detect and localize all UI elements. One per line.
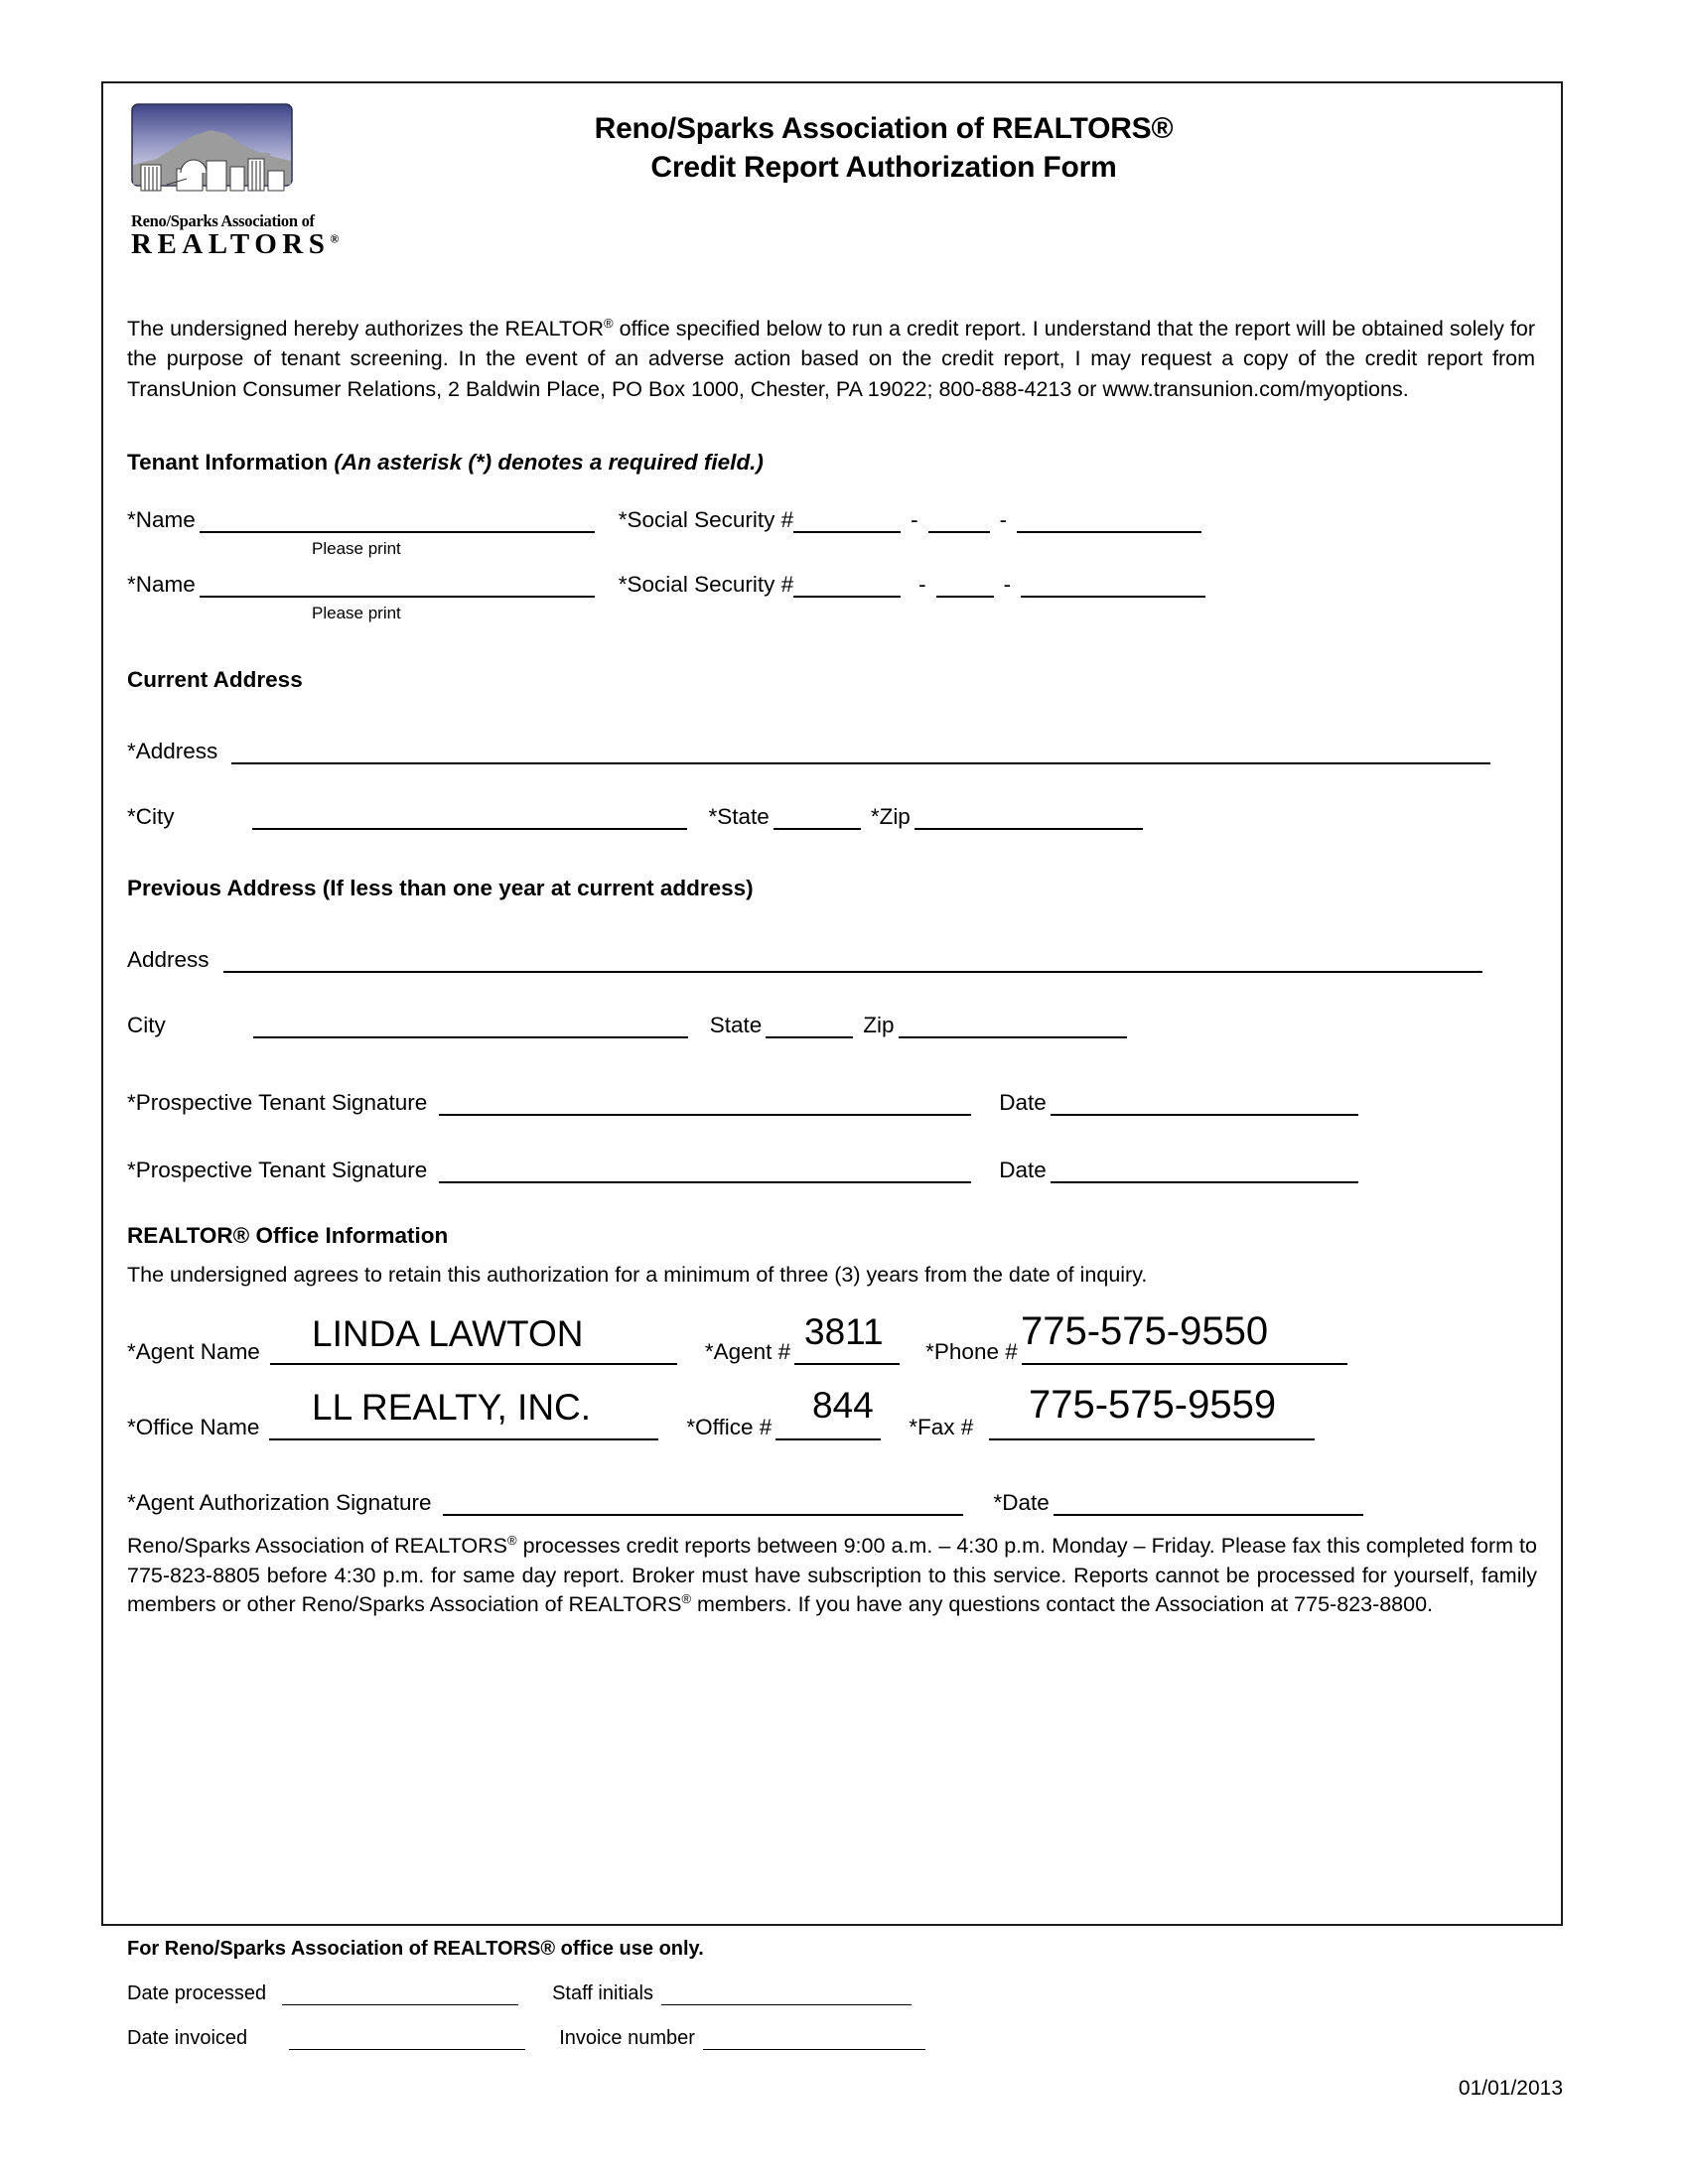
previous-address-row [127,945,1537,973]
please-print-note-1: Please print [312,539,401,559]
date-invoiced-label: Date invoiced [127,2027,248,2049]
association-logo [127,97,340,261]
logo-registered-mark: ® [330,231,340,246]
tenant-signature-input-1[interactable] [439,1088,971,1116]
staff-initials-input[interactable] [661,1982,912,2005]
ssn-part3-input-1[interactable] [1017,505,1201,533]
previous-zip-label: Zip [863,1012,895,1037]
date-invoiced-row [127,2027,1537,2050]
agent-number-label: *Agent # [704,1338,791,1364]
form-title-block [310,97,1537,187]
ssn-part2-input-1[interactable] [928,505,990,533]
ssn-dash-a-2: - [918,571,926,597]
previous-address-heading: Previous Address (If less than one year at current address) [127,876,754,901]
tenant-signature-date-label-2: Date [999,1157,1047,1182]
current-address-label: *Address [127,738,218,763]
tenant-information-heading [127,450,1537,476]
name-input-2[interactable] [200,570,595,598]
fineprint-part2: processes credit reports between 9:00 a.m. – 4:30 p.m. Monday – Friday. Please fax this completed form to 775-823-8805 before 4:30 p.m. for same day report. Broker must have subscription to this service. Reports cannot be processed for yourself, family members or other Reno/Sparks Association of REALTORS [127,1534,1537,1617]
current-address-heading: Current Address [127,667,303,693]
invoice-number-label: Invoice number [559,2027,695,2049]
agent-authorization-date-label: *Date [993,1489,1050,1515]
ssn-part1-input-1[interactable] [793,505,901,533]
agent-authorization-date-input[interactable] [1054,1488,1363,1516]
tenant-signature-date-label-1: Date [999,1089,1047,1115]
office-fax-value: 775-575-9559 [1029,1383,1277,1428]
previous-city-input[interactable] [253,1011,688,1038]
ssn-dash-a-1: - [911,506,918,532]
skyline-logo-icon [131,103,293,210]
date-invoiced-input[interactable] [289,2027,525,2050]
previous-state-label: State [709,1012,763,1037]
tenant-signature-label-2: *Prospective Tenant Signature [127,1157,428,1182]
ssn-part2-input-2[interactable] [936,570,994,598]
logo-org-line2 [131,228,340,261]
retain-authorization-text: The undersigned agrees to retain this authorization for a minimum of three (3) years from the date of inquiry. [127,1263,1148,1288]
tenant-heading-italic: (An asterisk (*) denotes a required field.) [334,450,764,476]
agent-phone-value: 775-575-9550 [1021,1309,1269,1354]
office-name-label: *Office Name [127,1414,260,1439]
page-title-line1: Reno/Sparks Association of REALTORS® [594,112,1174,145]
page-title-line2: Credit Report Authorization Form [650,151,1117,184]
agent-authorization-input[interactable] [443,1488,963,1516]
fineprint-part1: Reno/Sparks Association of REALTORS [127,1534,508,1559]
agent-authorization-label: *Agent Authorization Signature [127,1489,432,1515]
form-header [127,81,1537,260]
ssn-dash-b-2: - [1003,571,1012,597]
previous-address-label: Address [127,946,210,972]
current-state-label: *State [708,803,770,829]
current-city-state-zip-row [127,802,1537,830]
tenant-signature-row-2 [127,1156,1537,1183]
previous-zip-input[interactable] [899,1011,1127,1038]
office-fax-label: *Fax # [909,1414,974,1439]
agent-number-value: 3811 [804,1311,884,1353]
tenant-heading-bold: Tenant Information [127,450,335,476]
agent-phone-label: *Phone # [925,1338,1018,1364]
name-label-1: *Name [127,506,196,532]
intro-text-part1: The undersigned hereby authorizes the REALTOR [127,316,605,341]
fineprint-reg-2: ® [681,1590,692,1606]
agent-name-label: *Agent Name [127,1338,260,1364]
tenant-signature-date-input-2[interactable] [1051,1156,1358,1183]
current-zip-label: *Zip [870,803,911,829]
tenant-signature-date-input-1[interactable] [1051,1088,1358,1116]
fineprint-part3: members. If you have any questions contact the Association at 775-823-8800. [691,1592,1434,1617]
office-use-only-block [127,1938,1537,2072]
current-state-input[interactable] [774,802,861,830]
logo-realtors-word: REALTORS [131,228,331,261]
authorization-paragraph [127,314,1537,405]
tenant-signature-input-2[interactable] [439,1156,971,1183]
staff-initials-label: Staff initials [552,1982,653,2004]
invoice-number-input[interactable] [703,2027,925,2050]
intro-registered-mark: ® [604,315,614,331]
document-revision-date: 01/01/2013 [1458,2077,1563,2100]
previous-state-input[interactable] [766,1011,853,1038]
date-processed-label: Date processed [127,1982,267,2004]
name-label-2: *Name [127,571,196,597]
office-number-value: 844 [812,1385,874,1427]
office-information-heading: REALTOR® Office Information [127,1223,449,1249]
previous-city-label: City [127,1012,166,1037]
agent-name-value: LINDA LAWTON [312,1313,584,1355]
form-content [101,81,1563,1619]
office-number-label: *Office # [686,1414,773,1439]
tenant-row-2 [127,570,1537,598]
agent-authorization-row [127,1488,1537,1516]
previous-city-state-zip-row [127,1011,1537,1038]
intro-text-part2: office specified below to run a credit report. I understand that the report will be obtained solely for the purpose of tenant screening. In the event of an adverse action based on the credit report, I may request a copy of the credit report from TransUnion Consumer Relations, 2 Baldwin Place, PO Box 1000, Chester, PA 19022; 800-888-4213 or www.transunion.com/myoptions. [127,316,1535,401]
current-city-label: *City [127,803,175,829]
ssn-dash-b-1: - [999,506,1008,532]
ssn-label-2: *Social Security # [618,571,794,597]
tenant-signature-label-1: *Prospective Tenant Signature [127,1089,428,1115]
office-use-heading: For Reno/Sparks Association of REALTORS® office use only. [127,1938,704,1960]
date-processed-row [127,1982,1537,2005]
current-city-input[interactable] [252,802,687,830]
name-input-1[interactable] [200,505,595,533]
current-address-row [127,737,1537,764]
office-hours-fineprint [127,1532,1537,1619]
fineprint-reg-1: ® [507,1533,517,1549]
please-print-note-2: Please print [312,604,401,623]
office-name-value: LL REALTY, INC. [312,1387,592,1429]
tenant-signature-row-1 [127,1088,1537,1116]
ssn-part3-input-2[interactable] [1021,570,1205,598]
ssn-part1-input-2[interactable] [793,570,901,598]
logo-org-line1: Reno/Sparks Association of [131,211,315,230]
previous-address-input[interactable] [223,945,1482,973]
current-zip-input[interactable] [914,802,1143,830]
current-address-input[interactable] [231,737,1490,764]
tenant-row-1 [127,505,1537,533]
ssn-label-1: *Social Security # [618,506,794,532]
date-processed-input[interactable] [282,1982,518,2005]
